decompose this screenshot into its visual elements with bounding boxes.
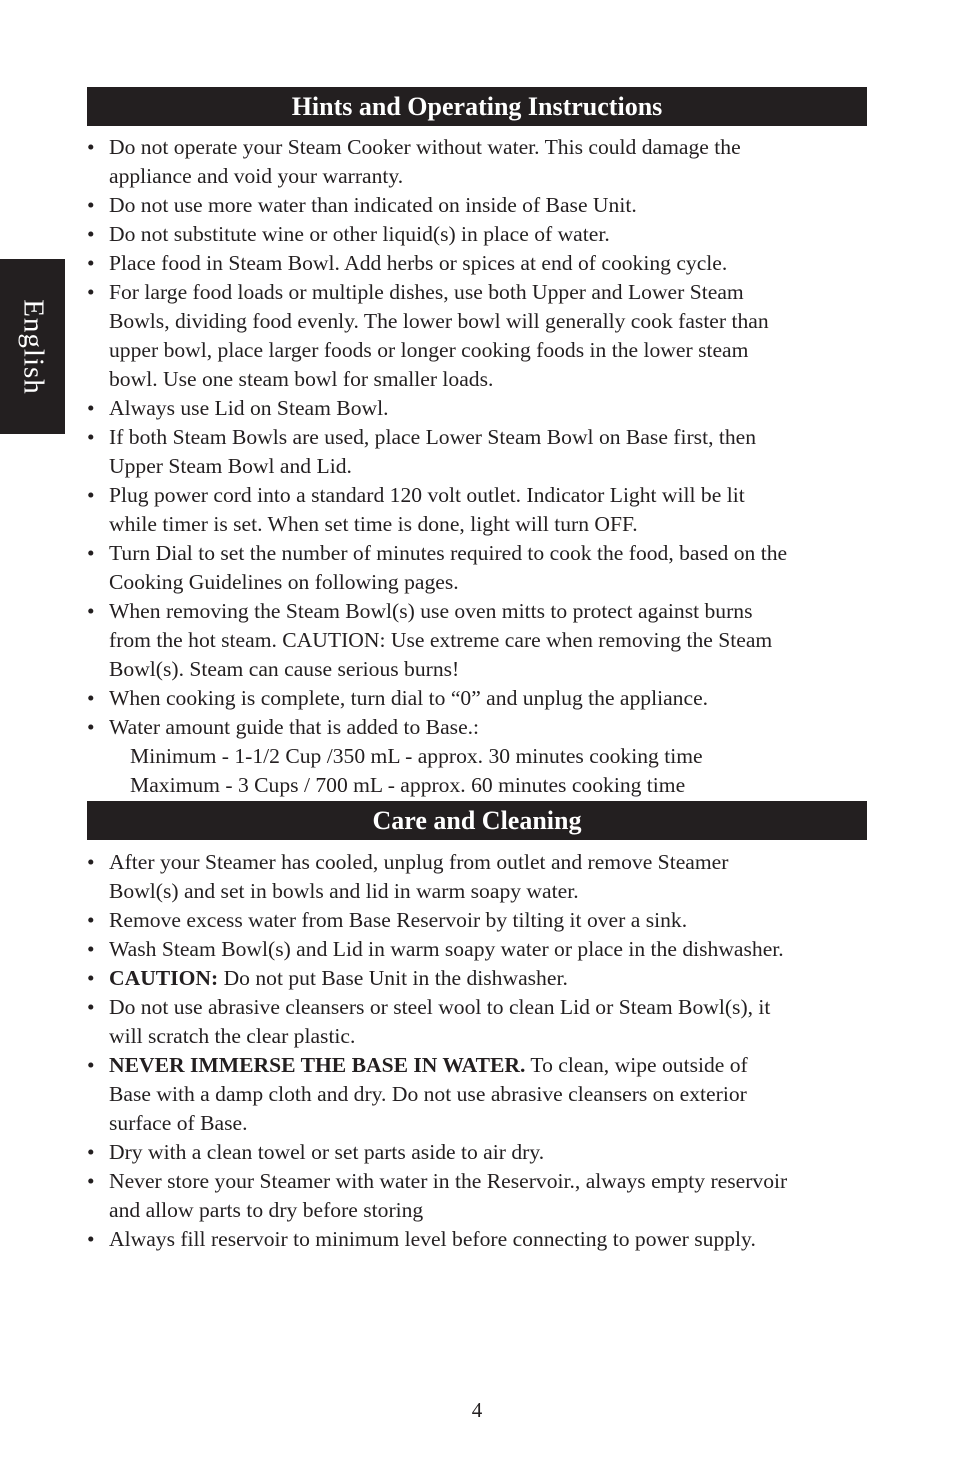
- list-item-line: Bowl(s) and set in bowls and lid in warm soapy water.: [109, 879, 579, 903]
- list-item-line: Wash Steam Bowl(s) and Lid in warm soapy water or place in the dishwasher.: [109, 937, 784, 961]
- list-item-line: Always use Lid on Steam Bowl.: [109, 396, 389, 420]
- list-item-line: Do not operate your Steam Cooker without water. This could damage the: [109, 135, 741, 159]
- list-item-line: Remove excess water from Base Reservoir by tilting it over a sink.: [109, 908, 688, 932]
- list-item-line: surface of Base.: [109, 1111, 248, 1135]
- water-guide-minimum: Minimum - 1-1/2 Cup /350 mL - approx. 30 minutes cooking time: [130, 744, 703, 768]
- list-item: [87, 597, 877, 684]
- list-item-line: To clean, wipe outside of: [525, 1053, 748, 1077]
- list-item: [87, 964, 877, 993]
- language-tab-label: English: [17, 298, 49, 395]
- list-item: [87, 249, 877, 278]
- hints-section-header: Hints and Operating Instructions: [87, 87, 867, 126]
- list-item-line: Water amount guide that is added to Base.:: [109, 715, 480, 739]
- list-item-line: Upper Steam Bowl and Lid.: [109, 454, 352, 478]
- list-item-line: Plug power cord into a standard 120 volt outlet. Indicator Light will be lit: [109, 483, 745, 507]
- list-item: [87, 993, 877, 1051]
- list-item-line: Dry with a clean towel or set parts aside to air dry.: [109, 1140, 545, 1164]
- list-item-line: Bowl(s). Steam can cause serious burns!: [109, 657, 460, 681]
- list-item-line: Turn Dial to set the number of minutes required to cook the food, based on the: [109, 541, 788, 565]
- list-item: [87, 133, 877, 191]
- list-item-line: For large food loads or multiple dishes, use both Upper and Lower Steam: [109, 280, 744, 304]
- list-item: [87, 935, 877, 964]
- list-item-line: and allow parts to dry before storing: [109, 1198, 424, 1222]
- list-item-line: After your Steamer has cooled, unplug from outlet and remove Steamer: [109, 850, 729, 874]
- list-item-line: When removing the Steam Bowl(s) use oven mitts to protect against burns: [109, 599, 753, 623]
- list-item-line: bowl. Use one steam bowl for smaller loads.: [109, 367, 494, 391]
- list-item: [87, 713, 877, 742]
- list-item: [87, 423, 877, 481]
- list-item-line: upper bowl, place larger foods or longer cooking foods in the lower steam: [109, 338, 749, 362]
- list-item-line: from the hot steam. CAUTION: Use extreme care when removing the Steam: [109, 628, 773, 652]
- list-item-line: When cooking is complete, turn dial to “0” and unplug the appliance.: [109, 686, 709, 710]
- water-guide-maximum: Maximum - 3 Cups / 700 mL - approx. 60 minutes cooking time: [130, 773, 686, 797]
- care-list: [87, 848, 877, 1254]
- list-item: [87, 848, 877, 906]
- list-item-line: Cooking Guidelines on following pages.: [109, 570, 459, 594]
- list-item-line: Do not use abrasive cleansers or steel wool to clean Lid or Steam Bowl(s), it: [109, 995, 771, 1019]
- list-item: [87, 1138, 877, 1167]
- list-item-line: will scratch the clear plastic.: [109, 1024, 356, 1048]
- hints-list: [87, 133, 877, 800]
- list-item: [87, 481, 877, 539]
- care-section-header: Care and Cleaning: [87, 801, 867, 840]
- list-item: [87, 1167, 877, 1225]
- list-item-line: appliance and void your warranty.: [109, 164, 404, 188]
- bold-warning: CAUTION:: [109, 966, 219, 990]
- list-item-line: If both Steam Bowls are used, place Lower Steam Bowl on Base first, then: [109, 425, 757, 449]
- list-item: [87, 684, 877, 713]
- list-item-line: while timer is set. When set time is done, light will turn OFF.: [109, 512, 638, 536]
- list-item-line: Always fill reservoir to minimum level before connecting to power supply.: [109, 1227, 756, 1251]
- list-item-line: Bowls, dividing food evenly. The lower bowl will generally cook faster than: [109, 309, 769, 333]
- list-item-line: Do not put Base Unit in the dishwasher.: [218, 966, 568, 990]
- list-item: [87, 906, 877, 935]
- list-item: [87, 278, 877, 394]
- list-item-line: Never store your Steamer with water in the Reservoir., always empty reservoir: [109, 1169, 788, 1193]
- list-item: [87, 1225, 877, 1254]
- list-item: [87, 539, 877, 597]
- list-item-line: Place food in Steam Bowl. Add herbs or spices at end of cooking cycle.: [109, 251, 728, 275]
- language-tab: [0, 259, 65, 434]
- list-item: [87, 1051, 877, 1138]
- bold-warning: NEVER IMMERSE THE BASE IN WATER.: [109, 1053, 526, 1077]
- list-item: [87, 220, 877, 249]
- list-item-line: Do not use more water than indicated on inside of Base Unit.: [109, 193, 637, 217]
- page-number: 4: [471, 1398, 483, 1422]
- list-item-line: Do not substitute wine or other liquid(s) in place of water.: [109, 222, 610, 246]
- list-item-line: Base with a damp cloth and dry. Do not use abrasive cleansers on exterior: [109, 1082, 747, 1106]
- list-item: [87, 394, 877, 423]
- list-item: [87, 191, 877, 220]
